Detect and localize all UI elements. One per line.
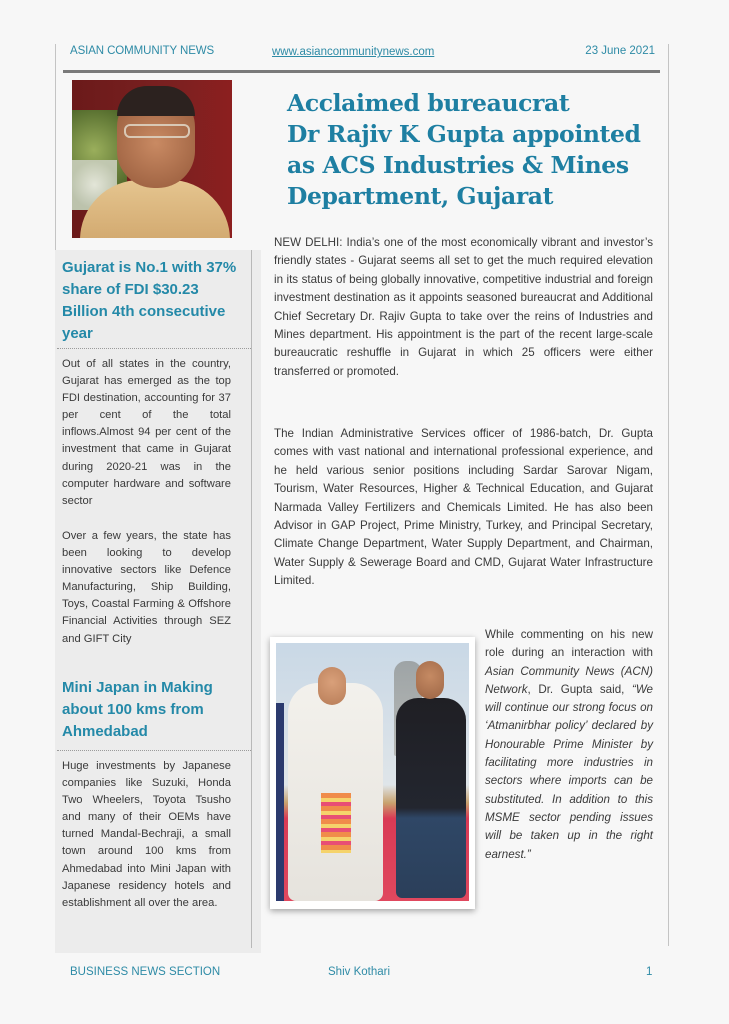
quote-attribution: , Dr. Gupta said, <box>527 682 632 696</box>
sidebar-paragraph-fdi: Out of all states in the country, Gujarat has emerged as the top FDI destination, accounting for 37 per cent of the total inflows.Almost 94 per cent of the investment that came in Gujarat during 2020-21 was in the computer hardware and software sector <box>62 358 231 507</box>
photo-striped-stole <box>321 793 351 853</box>
sidebar-paragraph-mini-japan: Huge investments by Japanese companies like Suzuki, Honda Two Wheelers, Toyota Tsusho and many of their OEMs have turned Mandal-Bechraji, a small town around 100 kms from Ahmedabad into Mini Japan with Japanese residency hotels and establishment all over the area. <box>62 760 231 909</box>
photo-person-white-kurta <box>288 683 383 901</box>
headline-line: Acclaimed bureaucrat <box>287 89 570 117</box>
quote-intro: While commenting on his new role during an interaction with <box>485 628 653 660</box>
website-link[interactable]: www.asiancommunitynews.com <box>272 46 435 58</box>
portrait-hair <box>117 86 195 116</box>
page-header <box>70 40 655 64</box>
article-quote-paragraph <box>485 626 653 864</box>
footer-author: Shiv Kothari <box>328 966 391 978</box>
photo-bystander <box>276 703 284 901</box>
headline-line: Dr Rajiv K Gupta appointed <box>287 120 641 148</box>
quote-text: “We will continue our strong focus on ‘Atmanirbhar policy’ declared by Honourable Prime Minister by facilitating more industries in sectors where imports can be substituted. In addition to this MSME sector pending issues will be taken up in the right earnest.” <box>485 682 653 861</box>
headline-line: Department, Gujarat <box>287 182 554 210</box>
sidebar-paragraph-sectors: Over a few years, the state has been looking to develop innovative sectors like Defence Manufacturing, Ship Building, Toys, Coastal Farming & Offshore Financial Activities through SEZ and GIFT City <box>62 530 231 645</box>
portrait-photo <box>72 80 232 238</box>
footer-page-number: 1 <box>646 966 653 978</box>
sidebar-heading-mini-japan: Mini Japan in Making about 100 kms from Ahmedabad <box>62 679 213 740</box>
issue-date: 23 June 2021 <box>585 45 655 57</box>
sidebar-divider <box>251 250 252 948</box>
publication-name: ASIAN COMMUNITY NEWS <box>70 45 215 57</box>
event-photo <box>276 643 469 901</box>
portrait-glasses <box>124 124 190 138</box>
photo-frame <box>270 637 475 909</box>
sidebar-dotted-rule <box>57 348 251 349</box>
article-headline <box>287 88 667 212</box>
footer-section: BUSINESS NEWS SECTION <box>70 966 221 978</box>
photo-person-head <box>318 667 346 705</box>
headline-line: as ACS Industries & Mines <box>287 151 629 179</box>
photo-person-dark-jacket <box>396 698 466 898</box>
sidebar-dotted-rule <box>57 750 251 751</box>
sidebar-heading-fdi: Gujarat is No.1 with 37% share of FDI $30.23 Billion 4th consecutive year <box>62 259 237 342</box>
page-border-right <box>668 44 669 946</box>
photo-person-head <box>416 661 444 699</box>
article-paragraph-2: The Indian Administrative Services officer of 1986-batch, Dr. Gupta comes with vast national and international professional experience, and he held various senior positions including Sardar Sarovar Nigam, Tourism, Water Resources, Higher & Technical Education, and Gujarat Narmada Valley Fertilizers and Chemicals Limited. He has also been Advisor in GAP Project, Prime Ministry, Turkey, and Principal Secretary, Climate Change Department, Water Supply Department, and Chairman, Water Supply & Sewerage Board and CMD, Gujarat Water Infrastructure Limited. <box>274 427 653 588</box>
header-divider <box>63 70 660 73</box>
quote-source: Asian Community News (ACN) Network <box>485 664 653 696</box>
article-paragraph-1: NEW DELHI: India’s one of the most economically vibrant and investor’s friendly states - Gujarat seems all set to get the much required elevation in its status of being globally innovative, competitive industrial and foreign investment destination as it appoints seasoned bureaucrat and Additional Chief Secretary Dr. Rajiv Gupta to take over the reins of Industries and Mines department. His appointment is the part of the recent large-scale bureaucratic reshuffle in Gujarat in which 25 officers were either transferred or promoted. <box>274 236 653 378</box>
